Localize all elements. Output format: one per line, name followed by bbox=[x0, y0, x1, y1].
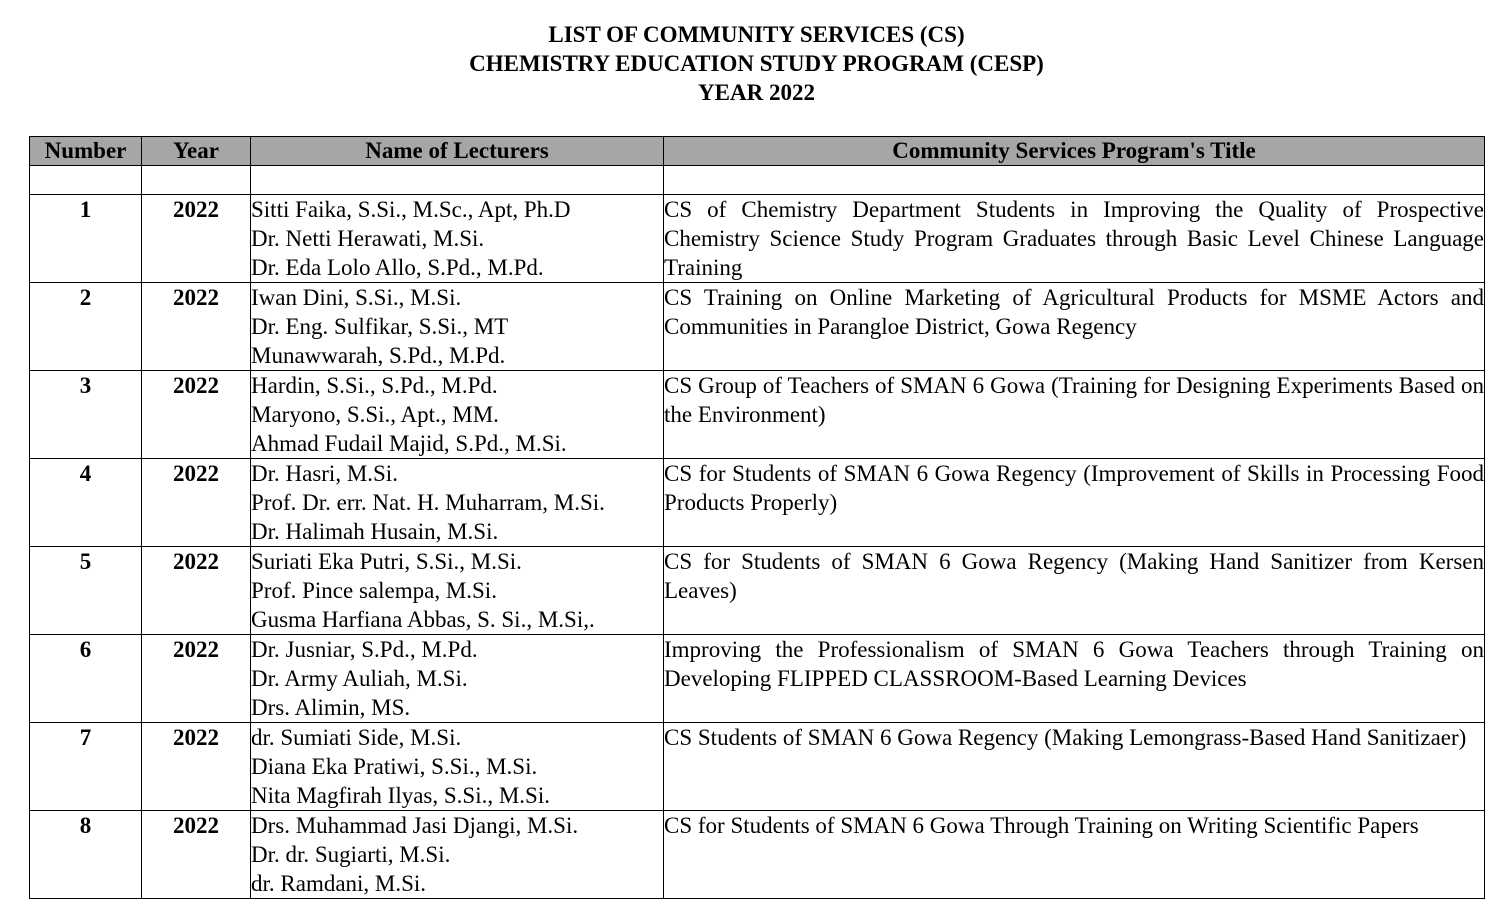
row-number: 4 bbox=[30, 459, 142, 547]
lecturer-name: Prof. Dr. err. Nat. H. Muharram, M.Si. bbox=[251, 490, 605, 515]
lecturer-name: Dr. Netti Herawati, M.Si. bbox=[251, 226, 485, 251]
row-program-title: CS for Students of SMAN 6 Gowa Through Training on Writing Scientific Papers bbox=[664, 811, 1485, 899]
table-header-row bbox=[30, 137, 1485, 166]
lecturer-name: Dr. Army Auliah, M.Si. bbox=[251, 666, 468, 691]
header-year: Year bbox=[142, 137, 251, 166]
header-number: Number bbox=[30, 137, 142, 166]
blank-row bbox=[30, 166, 1485, 195]
row-year: 2022 bbox=[142, 283, 251, 371]
lecturer-name: Drs. Muhammad Jasi Djangi, M.Si. bbox=[251, 813, 579, 838]
heading-line-2: CHEMISTRY EDUCATION STUDY PROGRAM (CESP) bbox=[469, 51, 1044, 76]
row-lecturers bbox=[251, 195, 664, 283]
lecturer-name: Maryono, S.Si., Apt., MM. bbox=[251, 402, 499, 427]
row-program-title: CS for Students of SMAN 6 Gowa Regency (Making Hand Sanitizer from Kersen Leaves) bbox=[664, 547, 1485, 635]
blank-cell bbox=[142, 166, 251, 195]
document-heading bbox=[0, 20, 1503, 107]
row-lecturers bbox=[251, 723, 664, 811]
row-year: 2022 bbox=[142, 811, 251, 899]
row-number: 6 bbox=[30, 635, 142, 723]
row-lecturers bbox=[251, 547, 664, 635]
lecturer-name: Suriati Eka Putri, S.Si., M.Si. bbox=[251, 549, 522, 574]
lecturer-name: Dr. Eda Lolo Allo, S.Pd., M.Pd. bbox=[251, 255, 544, 280]
heading-line-1: LIST OF COMMUNITY SERVICES (CS) bbox=[548, 22, 965, 47]
table-row bbox=[30, 459, 1485, 547]
lecturer-name: Dr. Halimah Husain, M.Si. bbox=[251, 519, 499, 544]
row-year: 2022 bbox=[142, 371, 251, 459]
row-year: 2022 bbox=[142, 195, 251, 283]
row-number: 2 bbox=[30, 283, 142, 371]
row-lecturers bbox=[251, 283, 664, 371]
table-row bbox=[30, 195, 1485, 283]
lecturer-name: Nita Magfirah Ilyas, S.Si., M.Si. bbox=[251, 783, 550, 808]
row-year: 2022 bbox=[142, 723, 251, 811]
row-year: 2022 bbox=[142, 635, 251, 723]
community-services-table bbox=[29, 136, 1485, 899]
lecturer-name: Prof. Pince salempa, M.Si. bbox=[251, 578, 497, 603]
lecturer-name: Sitti Faika, S.Si., M.Sc., Apt, Ph.D bbox=[251, 197, 571, 222]
table-row bbox=[30, 371, 1485, 459]
row-number: 8 bbox=[30, 811, 142, 899]
row-program-title: CS of Chemistry Department Students in Improving the Quality of Prospective Chemistry Science Study Program Graduates through Basic Level Chinese Language Training bbox=[664, 195, 1485, 283]
lecturer-name: Munawwarah, S.Pd., M.Pd. bbox=[251, 343, 506, 368]
row-lecturers bbox=[251, 635, 664, 723]
lecturer-name: Hardin, S.Si., S.Pd., M.Pd. bbox=[251, 373, 498, 398]
row-number: 3 bbox=[30, 371, 142, 459]
row-program-title: CS for Students of SMAN 6 Gowa Regency (Improvement of Skills in Processing Food Products Properly) bbox=[664, 459, 1485, 547]
table-row bbox=[30, 811, 1485, 899]
table-row bbox=[30, 283, 1485, 371]
row-lecturers bbox=[251, 811, 664, 899]
row-lecturers bbox=[251, 371, 664, 459]
lecturer-name: dr. Sumiati Side, M.Si. bbox=[251, 725, 462, 750]
header-title: Community Services Program's Title bbox=[664, 137, 1485, 166]
header-lecturers: Name of Lecturers bbox=[251, 137, 664, 166]
blank-cell bbox=[251, 166, 664, 195]
lecturer-name: Gusma Harfiana Abbas, S. Si., M.Si,. bbox=[251, 607, 595, 632]
row-lecturers bbox=[251, 459, 664, 547]
lecturer-name: Drs. Alimin, MS. bbox=[251, 695, 411, 720]
row-program-title: Improving the Professionalism of SMAN 6 Gowa Teachers through Training on Developing FLIPPED CLASSROOM-Based Learning Devices bbox=[664, 635, 1485, 723]
lecturer-name: Ahmad Fudail Majid, S.Pd., M.Si. bbox=[251, 431, 567, 456]
row-number: 5 bbox=[30, 547, 142, 635]
lecturer-name: dr. Ramdani, M.Si. bbox=[251, 871, 427, 896]
lecturer-name: Dr. Eng. Sulfikar, S.Si., MT bbox=[251, 314, 509, 339]
lecturer-name: Dr. dr. Sugiarti, M.Si. bbox=[251, 842, 451, 867]
row-program-title: CS Group of Teachers of SMAN 6 Gowa (Training for Designing Experiments Based on the Environment) bbox=[664, 371, 1485, 459]
row-number: 1 bbox=[30, 195, 142, 283]
table-row bbox=[30, 723, 1485, 811]
row-number: 7 bbox=[30, 723, 142, 811]
table-row bbox=[30, 547, 1485, 635]
lecturer-name: Dr. Hasri, M.Si. bbox=[251, 461, 398, 486]
row-year: 2022 bbox=[142, 547, 251, 635]
blank-cell bbox=[664, 166, 1485, 195]
row-year: 2022 bbox=[142, 459, 251, 547]
heading-line-3: YEAR 2022 bbox=[698, 80, 815, 105]
row-program-title: CS Students of SMAN 6 Gowa Regency (Making Lemongrass-Based Hand Sanitizaer) bbox=[664, 723, 1485, 811]
lecturer-name: Diana Eka Pratiwi, S.Si., M.Si. bbox=[251, 754, 538, 779]
lecturer-name: Dr. Jusniar, S.Pd., M.Pd. bbox=[251, 637, 478, 662]
table-row bbox=[30, 635, 1485, 723]
lecturer-name: Iwan Dini, S.Si., M.Si. bbox=[251, 285, 462, 310]
blank-cell bbox=[30, 166, 142, 195]
row-program-title: CS Training on Online Marketing of Agricultural Products for MSME Actors and Communities in Parangloe District, Gowa Regency bbox=[664, 283, 1485, 371]
